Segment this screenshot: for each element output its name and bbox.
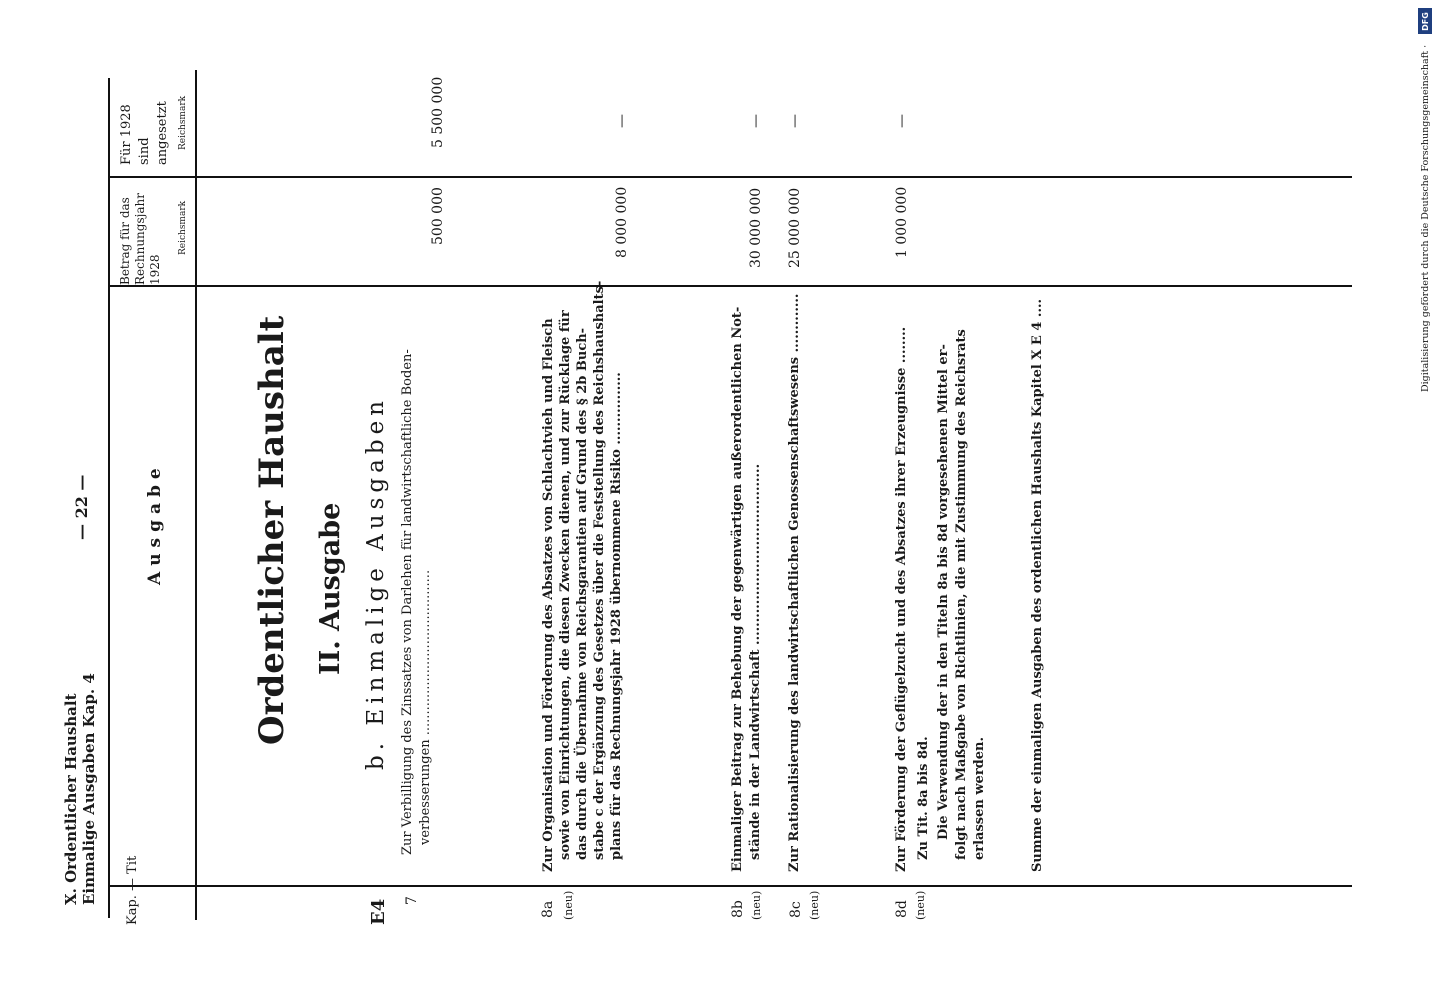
row-8a-text-line3: das durch die Übernahme von Reichsgarantien auf Grund des § 2b Buch-	[575, 327, 590, 860]
page-number: — 22 —	[72, 474, 91, 540]
row-8c-tit: 8c	[788, 901, 804, 918]
row-8d-text-line3: Die Verwendung der in den Titeln 8a bis 8d vorgesehenen Mittel er-	[936, 344, 951, 840]
row-7-text-line1: Zur Verbilligung des Zinssatzes von Darlehen für landwirtschaftliche Boden-	[400, 349, 415, 855]
row-8a-tit: 8a	[540, 900, 556, 918]
dfg-logo	[1418, 8, 1432, 34]
row-8a-text-line1: Zur Organisation und Förderung des Absatzes von Schlachtvieh und Fleisch	[541, 318, 556, 872]
column-header-prior: Für 1928 sind angesetzt	[119, 101, 170, 165]
row-8a-text-line5: plans für das Rechnungsjahr 1928 übernommene Risiko ................	[609, 372, 624, 860]
column-rule-2	[108, 176, 1352, 178]
row-8d-text-line1: Zur Förderung der Geflügelzucht und des Absatzes ihrer Erzeugnisse ........	[894, 326, 909, 872]
row-8b-betrag: 30 000 000	[748, 187, 764, 268]
row-8c-text-line1: Zur Rationalisierung des landwirtschaftlichen Genossenschaftswesens .............	[787, 293, 802, 872]
section-title: Ordentlicher Haushalt	[252, 315, 292, 745]
row-8d-text-line5: erlassen werden.	[972, 736, 987, 860]
row-8d-tit: 8d	[894, 900, 910, 918]
row-8b-text-line1: Einmaliger Beitrag zur Behebung der gegenwärtigen außerordentlichen Not-	[730, 306, 745, 872]
row-7-text-line2: verbesserungen ........................................	[418, 569, 433, 845]
row-8a-new: (neu)	[562, 890, 575, 920]
table-top-rule	[108, 78, 110, 918]
table-left-rule	[110, 885, 1352, 887]
table-right-rule	[195, 70, 197, 920]
row-8d-new: (neu)	[914, 890, 927, 920]
row-8d-betrag: 1 000 000	[894, 186, 910, 258]
section-subtitle: II. Ausgabe	[315, 502, 346, 675]
header-left-line2: Einmalige Ausgaben Kap. 4	[80, 673, 98, 905]
digitization-note: Digitalisierung gefördert durch die Deutsche Forschungsgemeinschaft ·	[1420, 44, 1431, 392]
row-7-tit: 7	[404, 896, 420, 905]
row-8b-tit: 8b	[730, 900, 746, 918]
row-8b-prior: —	[748, 114, 764, 128]
row-8b-text-line2: stände in der Landwirtschaft ........................................	[748, 463, 763, 860]
column-header-betrag: Betrag für das Rechnungsjahr 1928	[118, 193, 162, 285]
column-header-kap-tit: Kap. — Tit	[125, 855, 140, 925]
summe-line: Summe der einmaligen Ausgaben des ordentlichen Haushalts Kapitel X E 4 ....	[1030, 298, 1045, 872]
row-7-prior: 5 500 000	[430, 76, 446, 148]
row-8c-betrag: 25 000 000	[787, 187, 803, 268]
row-8d-text-line2: Zu Tit. 8a bis 8d.	[916, 736, 931, 860]
row-8c-prior: —	[787, 114, 803, 128]
row-8c-new: (neu)	[808, 890, 821, 920]
section-subsubtitle: b. Einmalige Ausgaben	[363, 396, 389, 770]
row-8b-new: (neu)	[750, 890, 763, 920]
row-8a-prior: —	[614, 114, 630, 128]
row-8a-text-line2: sowie von Einrichtungen, die diesen Zwecken dienen, und zur Rücklage für	[558, 310, 573, 860]
row-8a-text-line4: stabe c der Ergänzung des Gesetzes über die Feststellung des Reichshaushalts-	[592, 280, 607, 860]
column-header-prior-unit: Reichsmark	[178, 95, 188, 150]
row-8a-betrag: 8 000 000	[614, 186, 630, 258]
header-left-line1: X. Ordentlicher Haushalt	[62, 693, 80, 905]
column-header-betrag-unit: Reichsmark	[178, 200, 188, 255]
dfg-logo-text: DFG	[1420, 11, 1430, 31]
row-7-betrag: 500 000	[430, 187, 446, 245]
kap-label: E4	[368, 898, 389, 925]
column-rule-1	[108, 285, 1352, 287]
row-8d-text-line4: folgt nach Maßgabe von Richtlinien, die mit Zustimmung des Reichsrats	[954, 329, 969, 860]
row-8d-prior: —	[894, 114, 910, 128]
column-header-ausgabe: Ausgabe	[145, 462, 165, 585]
